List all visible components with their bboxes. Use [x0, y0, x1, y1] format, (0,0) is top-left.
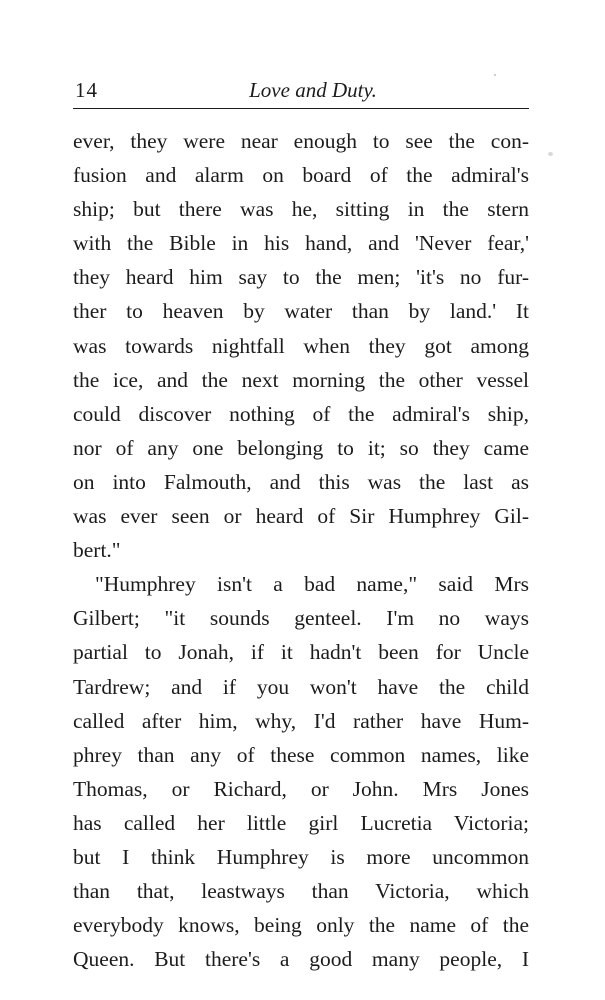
- text-line: has called her little girl Lucretia Victoria;: [73, 810, 529, 835]
- text-line: on into Falmouth, and this was the last as: [73, 469, 529, 494]
- paper-speck: [494, 74, 496, 76]
- text-line: bert.": [73, 538, 121, 563]
- text-line: Tardrew; and if you won't have the child: [73, 674, 529, 699]
- text-line: the ice, and the next morning the other vessel: [73, 367, 529, 392]
- header-rule: [73, 108, 529, 109]
- text-line: partial to Jonah, if it hadn't been for Uncle: [73, 640, 529, 665]
- text-line: "Humphrey isn't a bad name," said Mrs: [95, 572, 529, 597]
- text-line: was towards nightfall when they got among: [73, 333, 529, 358]
- text-line: ship; but there was he, sitting in the stern: [73, 197, 529, 222]
- page-number: 14: [75, 78, 98, 102]
- text-line: Gilbert; "it sounds genteel. I'm no ways: [73, 606, 529, 631]
- text-line: phrey than any of these common names, like: [73, 742, 529, 767]
- text-line: than that, leastways than Victoria, which: [73, 879, 529, 904]
- text-line: everybody knows, being only the name of the: [73, 913, 529, 938]
- text-line: they heard him say to the men; 'it's no fur-: [73, 265, 529, 290]
- body-text: [73, 124, 529, 976]
- paper-speck: [548, 152, 553, 156]
- text-line: was ever seen or heard of Sir Humphrey Gil-: [73, 504, 529, 529]
- text-line: with the Bible in his hand, and 'Never fear,': [73, 231, 529, 256]
- text-line: Thomas, or Richard, or John. Mrs Jones: [73, 776, 529, 801]
- text-line: ther to heaven by water than by land.' It: [73, 299, 529, 324]
- text-line: but I think Humphrey is more uncommon: [73, 844, 529, 869]
- running-title: Love and Duty.: [249, 78, 377, 102]
- text-line: Queen. But there's a good many people, I: [73, 947, 529, 972]
- text-line: ever, they were near enough to see the con-: [73, 129, 529, 153]
- text-line: could discover nothing of the admiral's ship,: [73, 401, 529, 426]
- text-line: called after him, why, I'd rather have Hum-: [73, 708, 529, 733]
- text-line: fusion and alarm on board of the admiral's: [73, 163, 529, 188]
- text-line: nor of any one belonging to it; so they came: [73, 435, 529, 460]
- running-head: [73, 78, 529, 104]
